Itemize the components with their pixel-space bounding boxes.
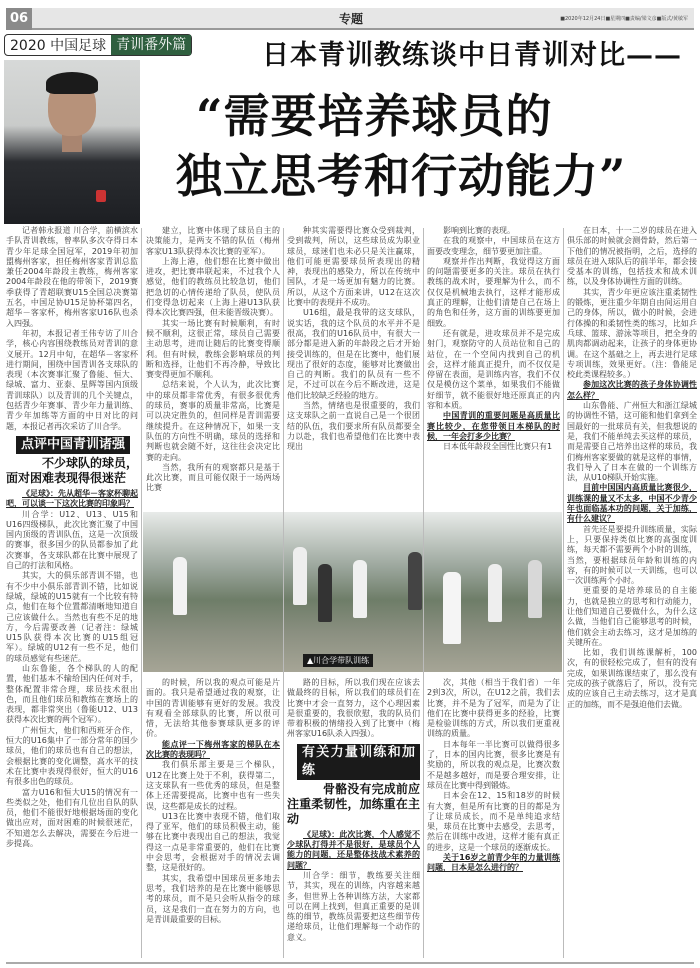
- column-divider: [283, 228, 284, 958]
- paragraph: 日本每年一半比赛可以做得很多了，日本的国内比赛，很多比赛是有奖励的，所以我的观点是，比赛次数不是越多越好，而是要合理安排，让球员在比赛中得到锻炼。: [427, 739, 560, 790]
- section-banner: 有关力量训练和加练: [297, 744, 420, 780]
- paragraph: 其实，我希望中国球员更多地去思考，我们培养的是在比赛中能够思考的球员，而不是只会听从指令的球员，这是我们一直在努力的方向，也是青训最重要的目标。: [146, 873, 280, 924]
- paragraph: 在我的观察中，中国球员在这方面要改变理念，细节要更加注重。: [427, 236, 560, 256]
- paragraph: 当然，我所有的观察都只是基于此次比赛，而且可能仅限于一场两场比赛: [146, 462, 280, 493]
- page-number: 06: [6, 8, 32, 30]
- paragraph: U16组，最是我带的这支球队，说实话，我的这个队员的水平并不是很高，我们的U16队员中，有很大一部分都是进入新的年龄段之后才开始接受训练的，但是在比赛中，他们展现出了很好的态度，能够对比赛做出自己的判断。我们的队员有一些不足，不过可以在今后不断改进，这是他们比较缺乏经验的地方。: [287, 308, 420, 400]
- paragraph: 更重要的是培养球员的自主能力，也就是独立的思考和行动能力，让他们知道自己要做什么，为什么这么做，当他们自己能够思考的时候，他们就会主动去练习，这才是加练的关键所在。: [567, 586, 697, 647]
- headline-line-2: 独立思考和行动能力”: [176, 149, 627, 203]
- paragraph: 富力U16和恒大U15的情况有一些类似之处，他们有几位出自队的队员，他们不能很好地根据场面的变化做出应对，面对困难的时候很迷茫，不知道怎么去解决，需要在今后进一步提高。: [6, 787, 138, 849]
- paragraph: 首先还是要提升训练质量，实际上，只要保持类似比赛的高强度训练，每天都不需要两个小时的训练，当然，要根据球员年龄和训练的内容，有的时候可以一天训练，也可以一次训练两个小时。: [567, 524, 697, 586]
- interview-question: 关于16岁之前青少年的力量训练问题，日本是怎么进行的？: [427, 853, 560, 873]
- headline-line-1: “需要培养球员的: [196, 89, 553, 143]
- article-column-4-bottom: [427, 678, 560, 874]
- interview-question: 《足球》：此次比赛，个人感觉不少球队打得并不是很好，是球员个人能力的问题，还是整体技战术素养的问题？: [287, 829, 420, 870]
- issue-meta: ■2020年12月24日■星期四■责编/梁文彦■版式/黄敏军: [560, 16, 688, 22]
- paragraph: 川合学：U12、U13、U15和U16四级梯队，此次比赛汇聚了中国国内顶级的青训队伍，这是一次顶级的赛事，很多国少的队员都参加了此次赛事，各支球队都在比赛中展现了自己的打法和风格。: [6, 509, 138, 571]
- page-header: [6, 8, 694, 30]
- section-subheading: 不少球队的球员，面对困难表现得很迷茫: [6, 455, 139, 485]
- article-column-5: [567, 226, 697, 710]
- paragraph: U13在比赛中表现不错，他们取得了亚军，他们的球员积极主动，能够在比赛中表现出自己的想法，我觉得这一点是非常重要的，他们在比赛中会思考，会根据对手的情况去调整，这是很好的。: [146, 811, 280, 873]
- column-divider: [423, 228, 424, 958]
- player-figure: [293, 547, 307, 605]
- headline-kicker: 日本青训教练谈中日青训对比——: [262, 40, 682, 71]
- section-name: 专题: [338, 12, 363, 26]
- paragraph: 上海上港，他们想在比赛中做出进攻，把比赛串联起来，不过我个人感觉，他们的教练员比较急切，他们把急切的心情传递给了队员，使队员们变得急切起来（上海上港U13队获得本次比赛四强，但未能晋级决赛）。: [146, 256, 280, 318]
- paragraph: 路的目标，所以我们现在应该去做最终的目标，所以我们的球员们在比赛中才会一直努力，这个心理因素是很重要的，我很欣慰，我的队员们带着积极的情绪投入到了比赛中（梅州客家U16队杀入四强）。: [287, 678, 420, 739]
- paragraph: 的时候，所以我的观点可能是片面的。我只是希望通过我的观察，让中国的青训能够有更好的发展。我没有观看全部球队的比赛，所以很可惜，无法给其他参赛球队更多的评价。: [146, 678, 280, 739]
- paragraph: 其实，大的俱乐部青训不错，也有不少中小俱乐部青训不错，比如说绿城，绿城的U15就有一个比较有特点，他们在每个位置都清晰地知道自己应该做什么。当然也有些不足的地方，今后需要改善（记者注：绿城U15队获得本次比赛的U15组冠军）。绿城的U12有一些不足，他们的球员感觉有些迷茫。: [6, 571, 138, 663]
- club-badge-icon: [96, 190, 106, 202]
- article-column-3-bottom: [287, 678, 420, 943]
- player-figure: [318, 564, 332, 622]
- player-figure: [353, 560, 367, 618]
- article-column-1: [6, 226, 138, 849]
- paragraph: 广州恒大，他们和西班牙合作，恒大的U16集中了一部分常年的国少球员，他们的球员也有自己的想法，会根据比赛的变化调整，高水平的技术在比赛中表现得很好，恒大的U16有很多出色的球员。: [6, 725, 138, 787]
- paragraph: 其实一场比赛有时候顺利，有时候不顺利，这很正常，球员自己需要主动思考，进而让随后的比赛变得顺利。但有时候，教练会影响球员的判断和选择，让他们不再冷静，导致比赛变得更加不顺利。: [146, 318, 280, 380]
- column-tag: [4, 34, 192, 56]
- column-divider: [563, 228, 564, 958]
- player-figure: [408, 552, 422, 610]
- paragraph: 年初，本报记者王伟专访了川合学，核心内容围绕教练员对青训的意义展开。12月中旬，在超华－客家杯进行期间，围绕中国青训各支球队的表现（本次赛事汇聚了鲁能、恒大、绿城、富力、亚泰、星辉等国内顶级青训球队）以及青训的几个关键点，包括青少年赛事、青少年力量训练、青少年加练等方面的中日对比的问题，本报记者再次采访了川合学。: [6, 328, 138, 431]
- interview-question: 目前中国国内高质量比赛很少，训练课的量又不太多，中国不少青少年也面临基本功的问题，关于加练，有什么建议？: [567, 483, 697, 524]
- paragraph: 记者韩永报道 川合学，前横滨水手队青训教练，曾率队多次夺得日本青少年足球全国冠军，2019年初加盟梅州客家，担任梅州客家青训总监兼任2004年龄段主教练，梅州客家2004年龄段在他的带领下，2019赛季获得了青超联赛U15全国总决赛第五名，中国足协U15足协杯第四名，超华－客家杯，梅州客家U16队也杀入四强。: [6, 226, 138, 328]
- interview-question: 中国青训的重要问题是高质量比赛比较少，在您带领日本梯队的时候，一年会打多少比赛？: [427, 411, 560, 441]
- article-column-3-top: [287, 226, 420, 453]
- paragraph: 其实，青少年更应该注重柔韧性的锻炼，更注重少年期自由间运用自己的身体，所以，做小的时候，会进行体操的和柔韧性类的练习，比如乒乓球、篮球、游泳等项目，把全身的肌肉都调动起来，让孩子的身体更协调。在这个基础之上，再去进行足球专项训练，效果更好。（注：鲁能足校此类课程较多。）: [567, 287, 697, 380]
- player-figure: [443, 572, 461, 644]
- paragraph: 山东鲁能、广州恒大和浙江绿城的协调性不错，这可能和他们拿到全国最好的一批球员有关，但我想说的是，我们不能单纯去买这样的球员，而是需要自己培养出这样的球员，我们梅州客家要做的就是这样的事情，我们导入了日本在做的一个训练方法，从U10梯队开始实施。: [567, 401, 697, 483]
- paragraph: 次，其他（相当于我们省）一年2到3次，所以，在U12之前，我们去比赛，并不是为了冠军，而是为了让他们在比赛中获得更多的经验，比赛是检验训练的方式，所以我们更重视训练的质量。: [427, 678, 560, 739]
- paragraph: 在日本，十一二岁的球员在进入俱乐部的时候就会测骨龄，然后第一下他们的情况被指明，之后，选择的球员在进入球队后的前半年，都会接受基本的训练，包括技术和战术训练，以及身体协调性方面的训练。: [567, 226, 697, 287]
- paragraph: 日本会在12、15和18岁的时候有大赛，但是所有比赛的目的都是为了让球员成长，而不是单纯追求结果，球员在比赛中去感受，去思考，然后在训练中改进，这样才能有真正的进步，这是一个球员的逐渐成长。: [427, 791, 560, 852]
- paragraph: 当然，情绪也是很重要的，我们这支球队之前一直说自己是一个很团结的队伍，我们要求所有队员都要全力以赴，我们也希望他们在比赛中表现出: [287, 401, 420, 452]
- paragraph: 总结来说，个人认为，此次比赛中的球员都非常优秀，有很多很优秀的球员，赛事的质量非常高，比赛是可以决定胜负的，但同样是青训需要继续提升。在这种情况下，如果一支队伍的方向性不明确，球员的选择和判断也就会随不好，这往往会决定比赛的走向。: [146, 380, 280, 462]
- paragraph: 影响到比赛的表现。: [443, 226, 515, 235]
- paragraph: 建立，比赛中体现了球员自主的决策能力，是两支不错的队伍（梅州客家U13队获得本次比赛的亚军）。: [146, 226, 280, 256]
- coach-portrait: [4, 60, 140, 224]
- photo-caption: ▲川合学带队训练: [303, 654, 373, 667]
- interview-question: 能点评一下梅州客家的梯队在本次比赛的表现吗？: [146, 739, 280, 760]
- column-divider: [141, 228, 142, 958]
- paragraph: 观察并作出判断，我觉得这方面的问题需要更多的关注。球员在执行教练的战术时，要理解为什么，而不仅仅是机械地去执行，这样才能形成真正的理解，让他们清楚自己在场上的角色和任务，这方面的训练要更加细致。: [427, 256, 560, 328]
- paragraph: 川合学：细节，教练要关注细节，其实，现在的训练，内容越来越多，但世界上各种训练方法，大家都可以在网上找到，但真正重要的是训练的细节，教练员需要把这些细节传递给球员，让他们理解每一个动作的意义。: [287, 870, 420, 942]
- article-column-2-top: [146, 226, 280, 494]
- footer-rule: [6, 962, 694, 964]
- interview-question: 参加这次比赛的孩子身体协调性怎么样？: [567, 380, 697, 400]
- portrait-hair: [46, 72, 98, 94]
- paragraph: 我们俱乐部主要是三个梯队，U12在比赛上处于不利，获得第二，这支球队有一些优秀的球员，但是整体上还需要提高，比赛中也有一些失误，这些都是成长的过程。: [146, 760, 280, 811]
- series-label: 2020 中国足球: [10, 38, 107, 54]
- article-column-2-bottom: [146, 678, 280, 925]
- interview-question: 《足球》：先从超华－客家杯聊起吧，可以谈一下这次比赛的印象吗？: [6, 488, 138, 509]
- article-column-4-top: [427, 226, 560, 453]
- banner-wrap: [287, 740, 420, 782]
- paragraph: 山东鲁能，各个梯队的人的配置，他们基本不输给国内任何对手，整体配置非常合理，球员技术很出色，而且他们球员和教练在赛场上的表现，都非常突出（鲁能U12、U13获得本次比赛的两个冠军）。: [6, 663, 138, 725]
- training-photo: [143, 512, 562, 672]
- player-figure: [528, 560, 542, 618]
- section-subheading: 骨骼没有完成前应注重柔韧性，加练重在主动: [287, 781, 420, 826]
- paragraph: 种其实需要得比赛众受到裁判，受到裁判，所以，这些球员成为职业球员，球迷们也未必只是关注赢球，他们可能更需要球员所表现出的精神，表现出的感染力，所以在传统中国队，才是一场更加有魅力的比赛。所以，从这个方面来讲，U12在这次比赛中的表现并不成功。: [287, 226, 420, 308]
- paragraph: 日本低年龄段全国性比赛只有1: [443, 442, 553, 452]
- banner-wrap: [6, 432, 138, 456]
- paragraph: 比如，我们训练课解析，100次，有的很轻松完成了，但有的没有完成，如果训练课结束了，那么没有完成的孩子就落后了，所以，没有完成的应该自己主动去练习，这才是真正的加练，而不是强迫他们去做。: [567, 648, 697, 709]
- section-banner: 点评中国青训诸强: [16, 436, 130, 454]
- paragraph: 还有就是，进攻球员并不是完成射门，观察防守的人员站位和自己的站位，在一个空间内找到自己的机会，这样才能真正提升，而不仅仅是停留在表面，是训练内容，我们不仅仅是模仿这个菜单，如果我们不能做好细节，就不能很好地还原真正的内容和本质。: [427, 328, 560, 411]
- player-figure: [173, 557, 187, 615]
- topic-label: 青训番外篇: [111, 35, 191, 55]
- player-figure: [488, 564, 502, 622]
